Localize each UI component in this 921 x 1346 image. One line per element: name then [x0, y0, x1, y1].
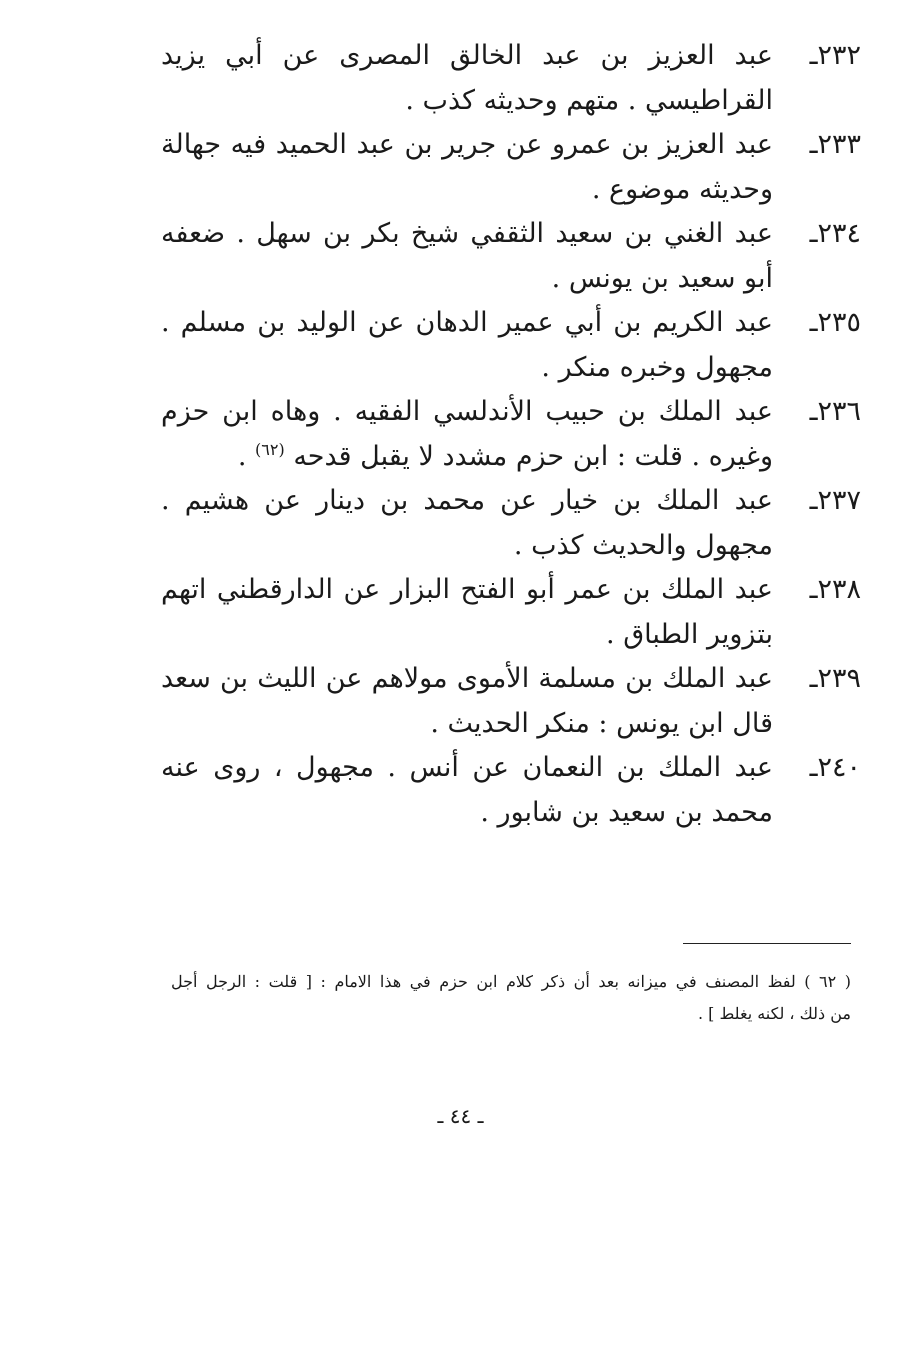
entry-number: ٢٣٣ـ: [809, 129, 861, 160]
entry-text-line-2: القراطيسي . متهم وحديثه كذب .: [405, 84, 773, 116]
entry-237: [161, 479, 861, 568]
entry-239: [161, 657, 861, 746]
entry-number: ٢٣٦ـ: [809, 396, 861, 427]
entry-number: ٢٣٧ـ: [809, 485, 861, 516]
entry-number: ٢٣٥ـ: [809, 307, 861, 338]
entry-235: [161, 301, 861, 390]
entry-text-line-2: بتزوير الطباق .: [606, 618, 773, 650]
entry-232: [161, 34, 861, 123]
footnote-62: [171, 966, 851, 1030]
entry-text-line-1: عبد العزيز بن عمرو عن جرير بن عبد الحميد فيه جهالة: [161, 129, 773, 160]
entry-234: [161, 212, 861, 301]
entry-text-line-1: عبد الملك بن عمر أبو الفتح البزار عن الدارقطني اتهم: [161, 574, 773, 605]
entry-240: [161, 746, 861, 835]
footnote-separator: [683, 943, 851, 944]
page-number: ـ ٤٤ ـ: [437, 1104, 484, 1128]
entry-238: [161, 568, 861, 657]
entry-text-line-1: عبد الكريم بن أبي عمير الدهان عن الوليد بن مسلم .: [161, 307, 773, 338]
entry-number: ٢٣٢ـ: [809, 40, 861, 71]
entry-text-line-1: عبد الملك بن خيار عن محمد بن دينار عن هشيم .: [161, 485, 773, 516]
footnote-line-2: من ذلك ، لكنه يغلط ] .: [697, 1004, 851, 1023]
entry-text-line-1: عبد الملك بن مسلمة الأموى مولاهم عن الليث بن سعد: [161, 663, 773, 694]
entry-text: وغيره . قلت : ابن حزم مشدد لا يقبل قدحه: [293, 440, 773, 472]
entry-text-line-2: محمد بن سعيد بن شابور .: [480, 796, 773, 828]
entry-text-line-1: عبد الملك بن النعمان عن أنس . مجهول ، روى عنه: [161, 752, 773, 783]
entry-number: ٢٤٠ـ: [809, 752, 861, 783]
entry-text-line-2: وغيره . قلت : ابن حزم مشدد لا يقبل قدحه $^{(٦٢)}$ .: [237, 439, 773, 472]
footnote-line-1: ( ٦٢ ) لفظ المصنف في ميزانه بعد أن ذكر كلام ابن حزم في هذا الامام : [ قلت : الرجل أجل: [171, 972, 852, 991]
entry-text-line-2: قال ابن يونس : منكر الحديث .: [430, 707, 773, 739]
entry-233: [161, 123, 861, 212]
entry-number: ٢٣٨ـ: [809, 574, 861, 605]
footnote-reference[interactable]: (٦٢): [255, 439, 285, 459]
entry-text-line-1: عبد الملك بن حبيب الأندلسي الفقيه . وهاه ابن حزم: [161, 396, 773, 427]
entry-text-line-1: عبد الغني بن سعيد الثقفي شيخ بكر بن سهل . ضعفه: [161, 218, 773, 249]
entry-number: ٢٣٩ـ: [809, 663, 861, 694]
entry-text-line-2: وحديثه موضوع .: [591, 173, 773, 205]
entry-text-line-2: أبو سعيد بن يونس .: [551, 262, 773, 294]
entry-text-line-1: عبد العزيز بن عبد الخالق المصرى عن أبي يزيد: [161, 40, 773, 71]
entry-number: ٢٣٤ـ: [809, 218, 861, 249]
entry-236: [161, 390, 861, 479]
entry-text-line-2: مجهول والحديث كذب .: [513, 529, 773, 561]
entries-list: [161, 34, 861, 835]
entry-text-line-2: مجهول وخبره منكر .: [541, 351, 773, 383]
